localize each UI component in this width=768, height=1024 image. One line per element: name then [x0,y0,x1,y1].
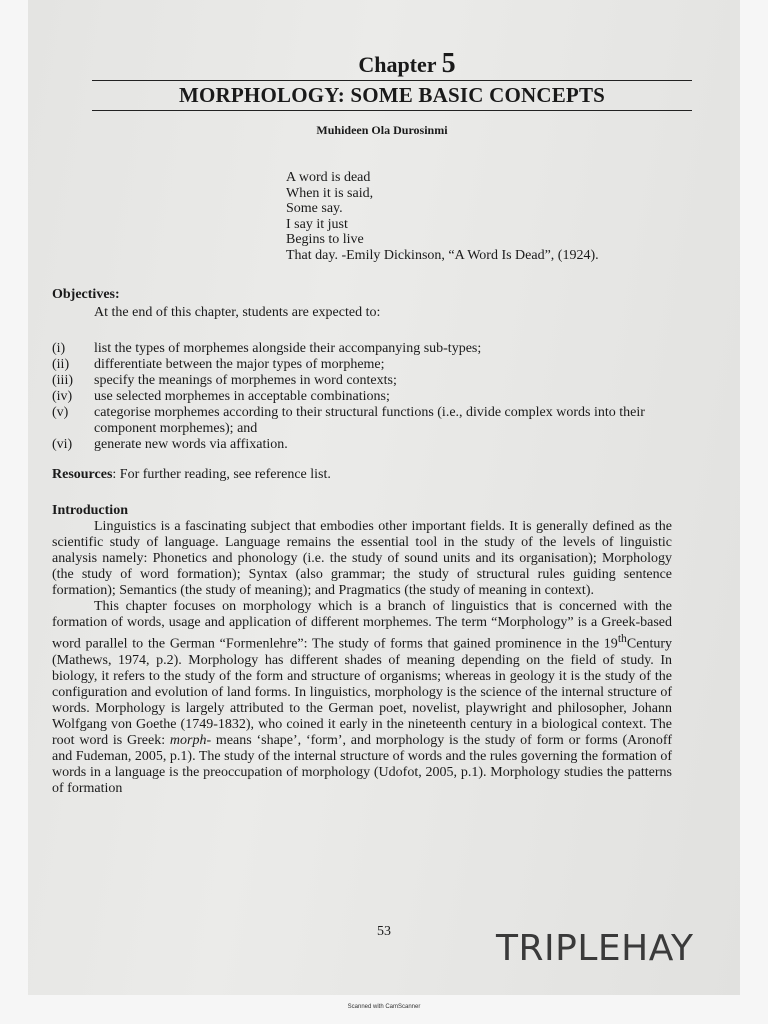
objective-text: use selected morphemes in acceptable combinations; [94,389,390,404]
chapter-heading [142,48,672,80]
objective-number: (iii) [52,373,73,388]
objective-item [52,405,672,437]
resources-label: Resources [52,467,113,482]
objectives-intro: At the end of this chapter, students are expected to: [94,305,381,320]
intro-paragraph-1: Linguistics is a fascinating subject that embodies other important fields. It is generally defined as the scientific study of language. Language remains the essential tool in the study of the levels of linguistic analysis namely: Phonetics and phonology (i.e. the study of sound units and its organisation); Morphology (the study of word formation); Syntax (also grammar; the study of structural rules guiding sentence formation); Semantics (the study of meaning); and Pragmatics (the study of meaning in context). [52,519,672,598]
objectives-heading: Objectives: [52,287,120,302]
chapter-title: MORPHOLOGY: SOME BASIC CONCEPTS [178,83,606,107]
poem-line: Some say. [286,201,343,216]
poem-line: That day. -Emily Dickinson, “A Word Is Dead”, (1924). [286,247,599,263]
objective-item [52,357,672,373]
intro-p2-superscript: th [617,632,627,645]
poem-line: A word is dead [286,170,371,185]
objective-text: list the types of morphemes alongside their accompanying sub-types; [94,341,482,356]
resources-text: : For further reading, see reference list. [112,467,331,482]
objective-number: (vi) [52,437,73,452]
poem-line: I say it just [286,216,348,232]
page-content [52,48,672,797]
page-number: 53 [377,924,391,939]
objective-text: generate new words via affixation. [94,437,288,452]
intro-p2-part-b: Century (Mathews, 1974, p.2). Morphology has different shades of meaning depending on the field of study. In biology, it refers to the study of the form and structure of organisms; whereas in geology it is the study of the configuration and evolution of land forms. In linguistics, morphology is the science of the internal structure of words. Morphology is largely attributed to the German poet, novelist, playwright and philosopher, Johann Wolfgang von Goethe (1749-1832), who coined it early in the nineteenth century in a biological context. The root word is Greek: [52,636,672,748]
scanner-footer: Scanned with CamScanner [347,1004,421,1010]
objective-item [52,437,672,453]
chapter-label: Chapter [358,52,437,77]
intro-paragraph-2 [52,599,672,797]
objectives-list [52,341,672,453]
objective-item [52,389,672,405]
chapter-number: 5 [441,48,456,79]
author-name: Muhideen Ola Durosinmi [316,123,448,137]
objective-number: (v) [52,405,69,420]
objective-number: (ii) [52,357,70,372]
scanned-page [28,0,740,995]
objective-text: differentiate between the major types of morpheme; [94,357,385,372]
epigraph-poem [286,170,672,263]
resources-line [52,467,672,483]
objective-item [52,341,672,357]
objective-number: (iv) [52,389,73,404]
intro-p2-italic: morph- [169,732,212,748]
intro-p2-part-a: This chapter focuses on morphology which is a branch of linguistics that is concerned with the formation of words, usage and application of different morphemes. The term “Morphology” is a Greek-based word parallel to the German “Formenlehre”: The study of forms that gained prominence in the 19 [52,599,672,652]
introduction-heading: Introduction [52,503,128,518]
watermark-logo: TRIPLEHAY [496,928,694,969]
poem-line: When it is said, [286,185,374,201]
objective-item [52,373,672,389]
objective-text: specify the meanings of morphemes in word contexts; [94,373,397,388]
objective-number: (i) [52,341,66,356]
title-rule-top [92,80,692,81]
title-rule-bottom [92,110,692,111]
intro-p2-part-c: means ‘shape’, ‘form’, and morphology is the study of form or forms (Aronoff and Fudeman, 2005, p.1). The study of the internal structure of words and the rules governing the formation of words in a language is the preoccupation of morphology (Udofot, 2005, p.1). Morphology studies the patterns of formation [52,732,672,796]
objective-text: categorise morphemes according to their structural functions (i.e., divide complex words into their component morphemes); and [94,405,645,436]
poem-line: Begins to live [286,232,364,247]
